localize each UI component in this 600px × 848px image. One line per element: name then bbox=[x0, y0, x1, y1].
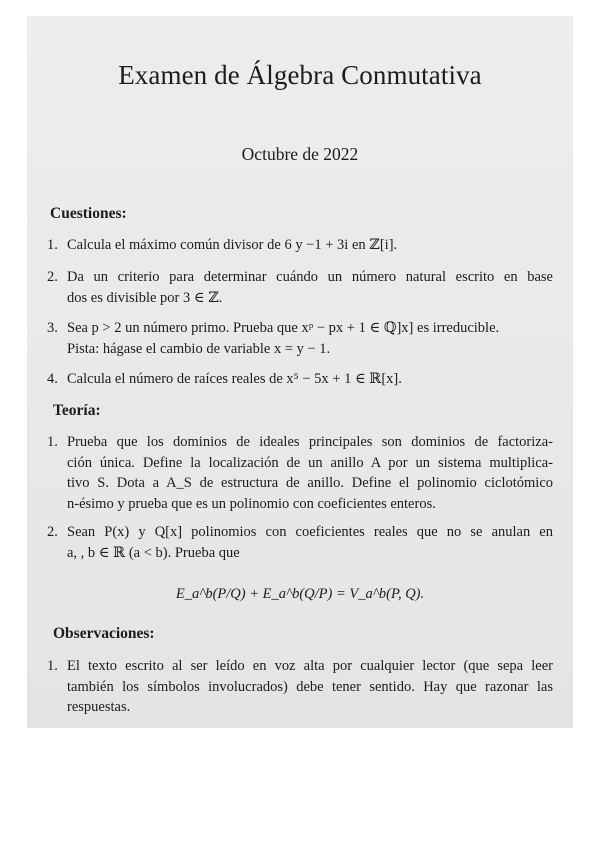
item-line: Da un criterio para determinar cuándo un número natural escrito en base bbox=[67, 269, 553, 285]
item-line: Sean P(x) y Q[x] polinomios con coeficientes reales que no se anulan en bbox=[67, 524, 553, 540]
item-text bbox=[67, 656, 553, 718]
item-number: 2. bbox=[47, 269, 58, 285]
teoria-2-formula: E_a^b(P/Q) + E_a^b(Q/P) = V_a^b(P, Q). bbox=[175, 586, 425, 602]
item-line: Calcula el número de raíces reales de x⁵ − 5x + 1 ∈ ℝ[x]. bbox=[67, 371, 402, 387]
section-heading-observaciones: Observaciones: bbox=[53, 625, 155, 642]
exam-date: Octubre de 2022 bbox=[241, 144, 359, 164]
exam-title: Examen de Álgebra Conmutativa bbox=[118, 60, 482, 90]
section-heading-teoria: Teoría: bbox=[53, 402, 101, 419]
item-line: Pista: hágase el cambio de variable x = y − 1. bbox=[67, 340, 331, 357]
item-number: 4. bbox=[47, 371, 58, 387]
item-text bbox=[67, 267, 553, 308]
item-line: respuestas. bbox=[67, 699, 131, 715]
item-line: a, , b ∈ ℝ (a < b). Prueba que bbox=[67, 544, 240, 561]
item-line: Sea p > 2 un número primo. Prueba que xᵖ − px + 1 ∈ ℚ]x] es irreducible. bbox=[67, 320, 500, 336]
item-text bbox=[67, 522, 553, 563]
item-line: también los símbolos involucrados) debe tener sentido. Hay que razonar las bbox=[67, 678, 553, 695]
item-number: 2. bbox=[47, 524, 58, 540]
item-text bbox=[67, 235, 553, 256]
item-line: El texto escrito al ser leído en voz alta por cualquier lector (que sepa leer bbox=[67, 658, 553, 674]
item-line: dos es divisible por 3 ∈ ℤ. bbox=[67, 289, 223, 306]
item-line: ción única. Define la localización de un anillo A por un sistema multiplica- bbox=[67, 454, 553, 471]
section-heading-cuestiones: Cuestiones: bbox=[50, 205, 127, 222]
item-line: n-ésimo y prueba que es un polinomio con coeficientes enteros. bbox=[67, 495, 436, 512]
item-text bbox=[67, 369, 553, 390]
item-number: 1. bbox=[47, 237, 58, 253]
item-line: Calcula el máximo común divisor de 6 y −1 + 3i en ℤ[i]. bbox=[67, 237, 398, 253]
item-number: 1. bbox=[47, 658, 58, 674]
item-text bbox=[67, 432, 553, 514]
exam-sheet bbox=[27, 16, 573, 728]
item-line: tivo S. Dota a A_S de estructura de anillo. Define el polinomio ciclotómico bbox=[67, 475, 553, 491]
item-line: Prueba que los dominios de ideales principales son dominios de factoriza- bbox=[67, 434, 553, 450]
item-number: 1. bbox=[47, 434, 58, 450]
item-text bbox=[67, 318, 553, 359]
item-number: 3. bbox=[47, 320, 58, 336]
